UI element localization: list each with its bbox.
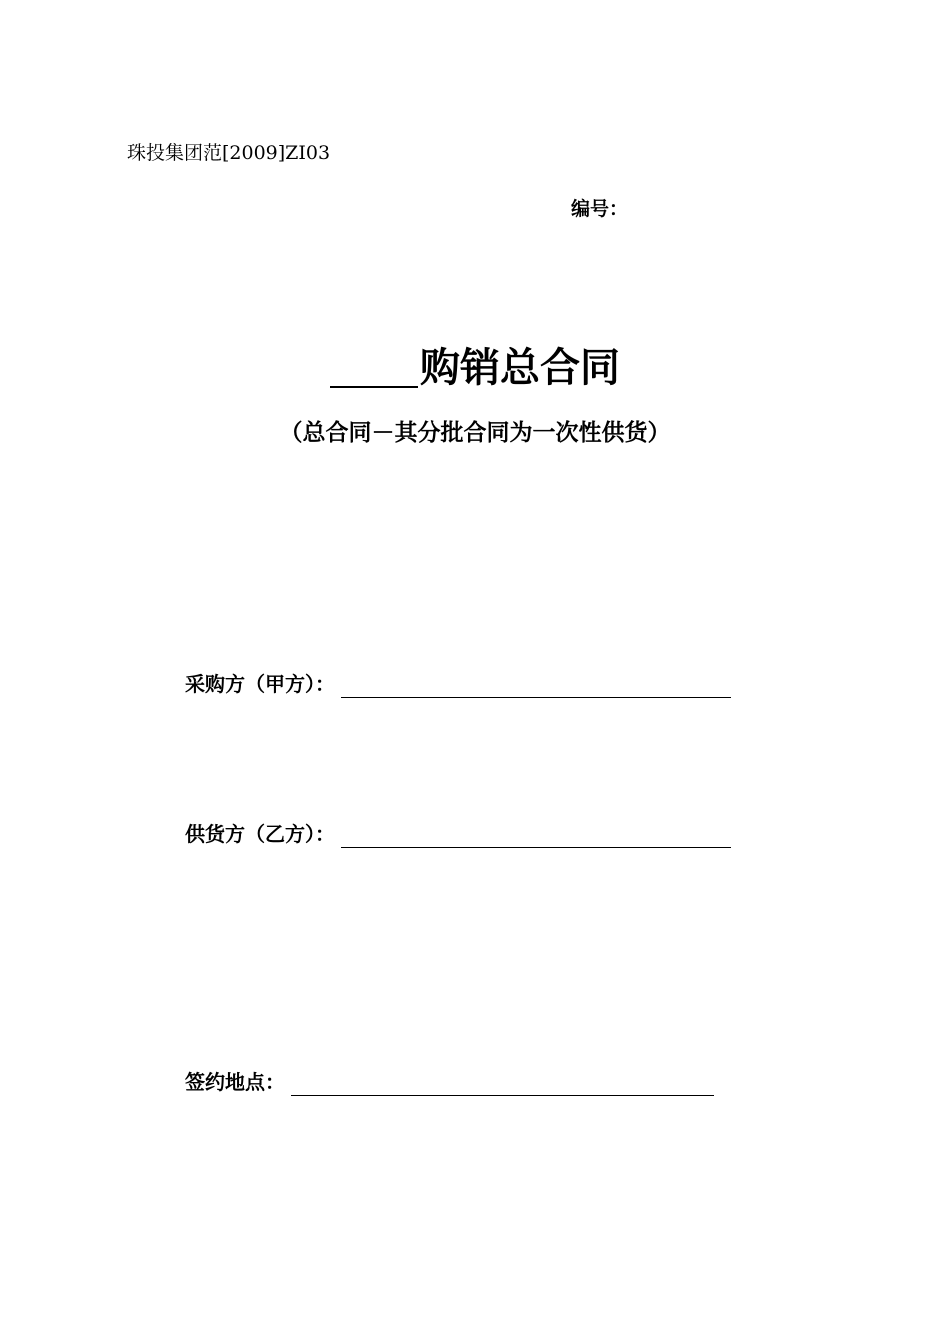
title-text: 购销总合同	[420, 345, 620, 391]
document-code: 珠投集团范[2009]ZI03	[127, 142, 331, 164]
signing-place-field	[185, 1068, 714, 1096]
seller-label: 供货方（乙方）：	[185, 822, 335, 846]
seller-blank-line	[341, 825, 731, 848]
signing-place-label: 签约地点：	[185, 1070, 285, 1094]
buyer-blank-line	[341, 675, 731, 698]
signing-place-blank-line	[291, 1073, 714, 1096]
contract-subtitle: （总合同－其分批合同为一次性供货）	[279, 419, 671, 446]
buyer-field	[185, 670, 731, 698]
seller-field	[185, 820, 731, 848]
contract-title	[0, 342, 950, 394]
title-blank-line	[330, 346, 418, 388]
contract-number-label: 编号：	[571, 198, 629, 220]
buyer-label: 采购方（甲方）：	[185, 672, 335, 696]
